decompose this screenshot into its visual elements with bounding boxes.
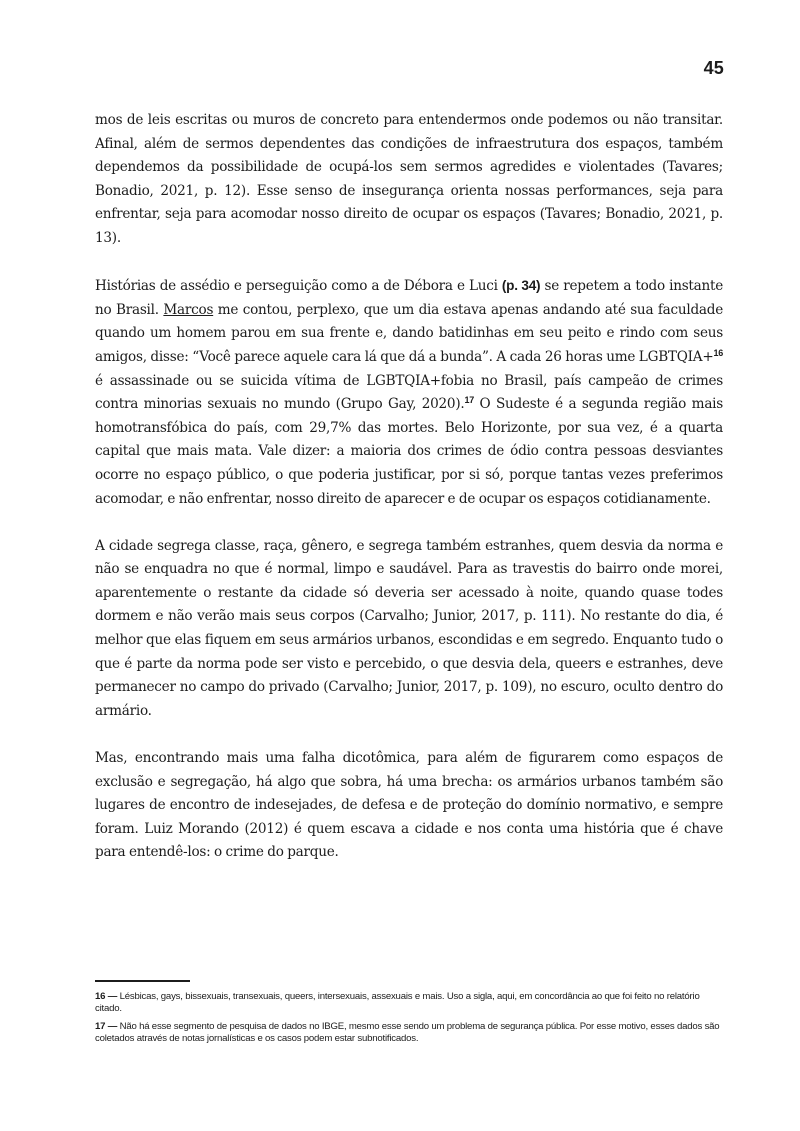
footnote-17 bbox=[95, 1021, 725, 1046]
underlined-name: Marcos bbox=[163, 301, 214, 318]
paragraph-4: Mas, encontrando mais uma falha dicotômica, para além de figurarem como espaços de exclusão e segregação, há algo que sobra, há uma brecha: os armários urbanos também são lugares de encontro de indesejades, de defesa e de proteção do domínio normativo, e sempre foram. Luiz Morando (2012) é quem escava a cidade e nos conta uma história que é chave para entendê-los: o crime do parque. bbox=[95, 750, 723, 861]
footnote-number: 16 — bbox=[95, 991, 118, 1002]
footnote-marker-17: 17 bbox=[464, 395, 474, 406]
body-text bbox=[95, 109, 723, 889]
paragraph-2-text-e: O Sudeste é a segunda região mais homotransfóbica do país, com 29,7% das mortes. Belo Horizonte, por sua vez, é a quarta capital que mais mata. Vale dizer: a maioria dos crimes de ódio contra pessoas desviantes ocorre no espaço público, o que poderia justificar, por si só, porque tantas vezes preferimos acomodar, e não enfrentar, nosso direito de aparecer e de ocupar os espaços cotidianamente. bbox=[95, 396, 723, 507]
page-number: 45 bbox=[703, 58, 724, 78]
paragraph-2-text-d: é assassinade ou se suicida vítima de LGBTQIA+fobia no Brasil, país campeão de crimes contra minorias sexuais no mundo (Grupo Gay, 2020). bbox=[95, 372, 723, 413]
paragraph-2-text-c: me contou, perplexo, que um dia estava apenas andando até sua faculdade quando um homem parou em sua frente e, dando batidinhas em seu peito e rindo com seus amigos, disse: “Você parece aquele cara lá que dá a bunda”. A cada 26 horas ume LGBTQIA+ bbox=[95, 301, 723, 365]
footnotes bbox=[95, 991, 725, 1051]
footnote-marker-16: 16 bbox=[713, 347, 723, 358]
paragraph-2-text-b: se repetem a todo instante no Brasil. bbox=[95, 278, 724, 318]
paragraph-2 bbox=[95, 274, 723, 511]
paragraph-2-text-a: Histórias de assédio e perseguição como a de Débora e Luci bbox=[95, 278, 502, 295]
footnote-text: Lésbicas, gays, bissexuais, transexuais, queers, intersexuais, assexuais e mais. Uso a sigla, aqui, em concordância ao que foi feito no relatório citado. bbox=[95, 991, 700, 1015]
paragraph-1: mos de leis escritas ou muros de concreto para entendermos onde podemos ou não transitar. Afinal, além de sermos dependentes das condições de infraestrutura dos espaços, também dependemos da possibilidade de ocupá-los sem sermos agredides e violentades (Tavares; Bonadio, 2021, p. 12). Esse senso de insegurança orienta nossas performances, seja para enfrentar, seja para acomodar nosso direito de ocupar os espaços (Tavares; Bonadio, 2021, p. 13). bbox=[95, 112, 723, 246]
page-reference: (p. 34) bbox=[501, 278, 541, 294]
footnote-text: Não há esse segmento de pesquisa de dados no IBGE, mesmo esse sendo um problema de segurança pública. Por esse motivo, esses dados são coletados através de notas jornalísticas e os casos podem estar subnotificados. bbox=[95, 1020, 720, 1045]
footnote-number: 17 — bbox=[95, 1020, 118, 1032]
paragraph-3: A cidade segrega classe, raça, gênero, e segrega também estranhes, quem desvia da norma e não se enquadra no que é normal, limpo e saudável. Para as travestis do bairro onde morei, aparentemente o restante da cidade só deveria ser acessado à noite, quando quase todes dormem e não verão mais seus corpos (Carvalho; Junior, 2017, p. 111). No restante do dia, é melhor que elas fiquem em seus armários urbanos, escondidas e em segredo. Enquanto tudo o que é parte da norma pode ser visto e percebido, o que desvia dela, queers e estranhes, deve permanecer no campo do privado (Carvalho; Junior, 2017, p. 109), no escuro, oculto dentro do armário. bbox=[95, 537, 723, 719]
footnote-16 bbox=[95, 991, 725, 1016]
footnote-divider bbox=[95, 980, 190, 982]
